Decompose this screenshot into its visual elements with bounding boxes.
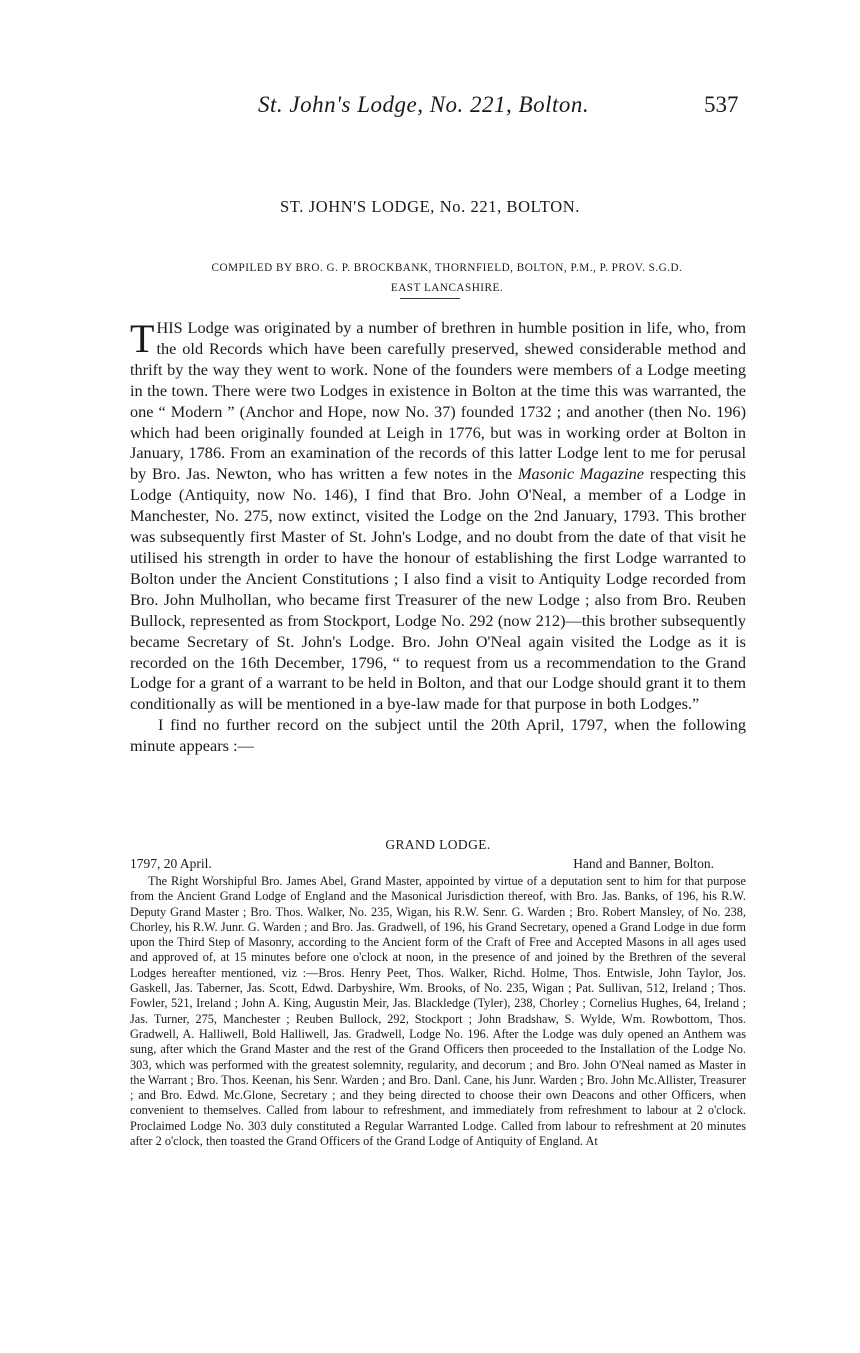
byline — [132, 258, 762, 298]
minute-date: 1797, 20 April. — [130, 856, 212, 871]
minute-text: The Right Worshipful Bro. James Abel, Grand Master, appointed by virtue of a deputation sent to him for that purpose from the Ancient Grand Lodge of England and the Masonical Jurisdiction thereof, with Bro. Jas. Banks, of 196, his R.W. Deputy Grand Master ; Bro. Thos. Walker, No. 235, Wigan, his R.W. Senr. G. Warden ; Bro. Robert Mansley, of No. 238, Chorley, his R.W. Junr. G. Warden ; and Bro. Jas. Gradwell, of 196, his Grand Secretary, opened a Grand Lodge in due form upon the Third Step of Masonry, according to the Ancient form of the Craft of Free and Accepted Masons in all ages used and approved of, at 15 minutes before one o'clock at noon, in the presence of and joined by the Brethren of the several Lodges hereafter mentioned, viz :—Bros. Henry Peet, Thos. Walker, Richd. Holme, Thos. Entwisle, John Taylor, Jos. Gaskell, Jas. Taberner, Jas. Scott, Edwd. Darbyshire, Wm. Brooks, of No. 235, Wigan ; Pat. Sullivan, 512, Ireland ; Thos. Fowler, 521, Ireland ; John A. King, Augustin Meir, Jas. Blackledge (Tyler), 238, Chorley ; Cornelius Hughes, 64, Ireland ; Jas. Turner, 275, Manchester ; Reuben Bullock, 292, Stockport ; John Bradshaw, S. Wylde, Wm. Rowbottom, Thos. Gradwell, A. Halliwell, Bold Halliwell, Jas. Gradwell, Lodge No. 196. After the Lodge was duly opened an Anthem was sung, after which the Grand Master and the rest of the Grand Officers then proceeded to the Installation of the Lodge No. 303, which was performed with the greatest solemnity, regularity, and decorum ; and Bro. John O'Neal named as Master in the Warrant ; Bro. Thos. Keenan, his Senr. Warden ; and Bro. Danl. Cane, his Junr. Warden ; Bro. John Mc.Allister, Treasurer ; and Bro. Edwd. Mc.Glone, Secretary ; and they being directed to choose their own Deacons and other Officers, when convenient to themselves. Called from labour to refreshment, and immediately from refreshment to labour at 2 o'clock. Proclaimed Lodge No. 303 duly constituted a Regular Warranted Lodge. Called from labour to refreshment at 20 minutes after 2 o'clock, then toasted the Grand Officers of the Grand Lodge of Antiquity of England. At — [130, 874, 746, 1149]
drop-cap: T — [130, 316, 155, 361]
paragraph-1-part-a: HIS Lodge was originated by a number of brethren in humble position in life, who, from the old Records which have been carefully preserved, shewed considerable method and thrift by the way they went to work. None of the founders were members of a Lodge meeting in the town. There were two Lodges in existence in Bolton at the time this was warranted, the one “ Modern ” (Anchor and Hope, now No. 37) founded 1732 ; and another (then No. 196) which had been originally founded at Leigh in 1776, but was in working order at Bolton in January, 1786. From an examination of the records of this latter Lodge lent to me for perusal by Bro. Jas. Newton, who has written a few notes in the — [130, 318, 746, 484]
page-number: 537 — [704, 92, 739, 117]
paragraph-1 — [130, 318, 746, 715]
byline-line-1: COMPILED BY BRO. G. P. BROCKBANK, THORNFIELD, BOLTON, P.M., P. PROV. S.G.D. — [211, 262, 683, 274]
byline-line-2: EAST LANCASHIRE. — [390, 282, 504, 294]
paragraph-2: I find no further record on the subject until the 20th April, 1797, when the following minute appears :— — [130, 715, 746, 756]
minute-dateline — [130, 854, 746, 874]
running-head — [0, 92, 860, 126]
article-title: ST. JOHN'S LODGE, No. 221, BOLTON. — [280, 197, 580, 216]
minute-extract — [130, 836, 746, 1149]
magazine-title: Masonic Magazine — [517, 464, 645, 484]
paragraph-1-part-b: respecting this Lodge (Antiquity, now No. 146), I find that Bro. John O'Neal, a member of a Lodge in Manchester, No. 275, now extinct, visited the Lodge on the 2nd January, 1793. This brother was subsequently first Master of St. John's Lodge, and no doubt from the date of that visit he utilised his strength in order to have the honour of establishing the first Lodge warranted to Bolton under the Ancient Constitutions ; I also find a visit to Antiquity Lodge recorded from Bro. John Mulhollan, who became first Treasurer of the new Lodge ; also from Bro. Reuben Bullock, represented as from Stockport, Lodge No. 292 (now 212)—this brother subsequently became Secretary of St. John's Lodge. Bro. John O'Neal again visited the Lodge as it is recorded on the 16th December, 1796, “ to request from us a recommendation to the Grand Lodge for a grant of a warrant to be held in Bolton, and that our Lodge should grant it to them conditionally as will be mentioned in a bye-law made for that purpose in both Lodges.” — [130, 464, 746, 714]
minute-heading: GRAND LODGE. — [385, 837, 491, 852]
title-divider — [400, 298, 460, 299]
running-title: St. John's Lodge, No. 221, Bolton. — [258, 92, 590, 117]
minute-place: Hand and Banner, Bolton. — [573, 856, 714, 871]
article-body — [130, 318, 746, 757]
